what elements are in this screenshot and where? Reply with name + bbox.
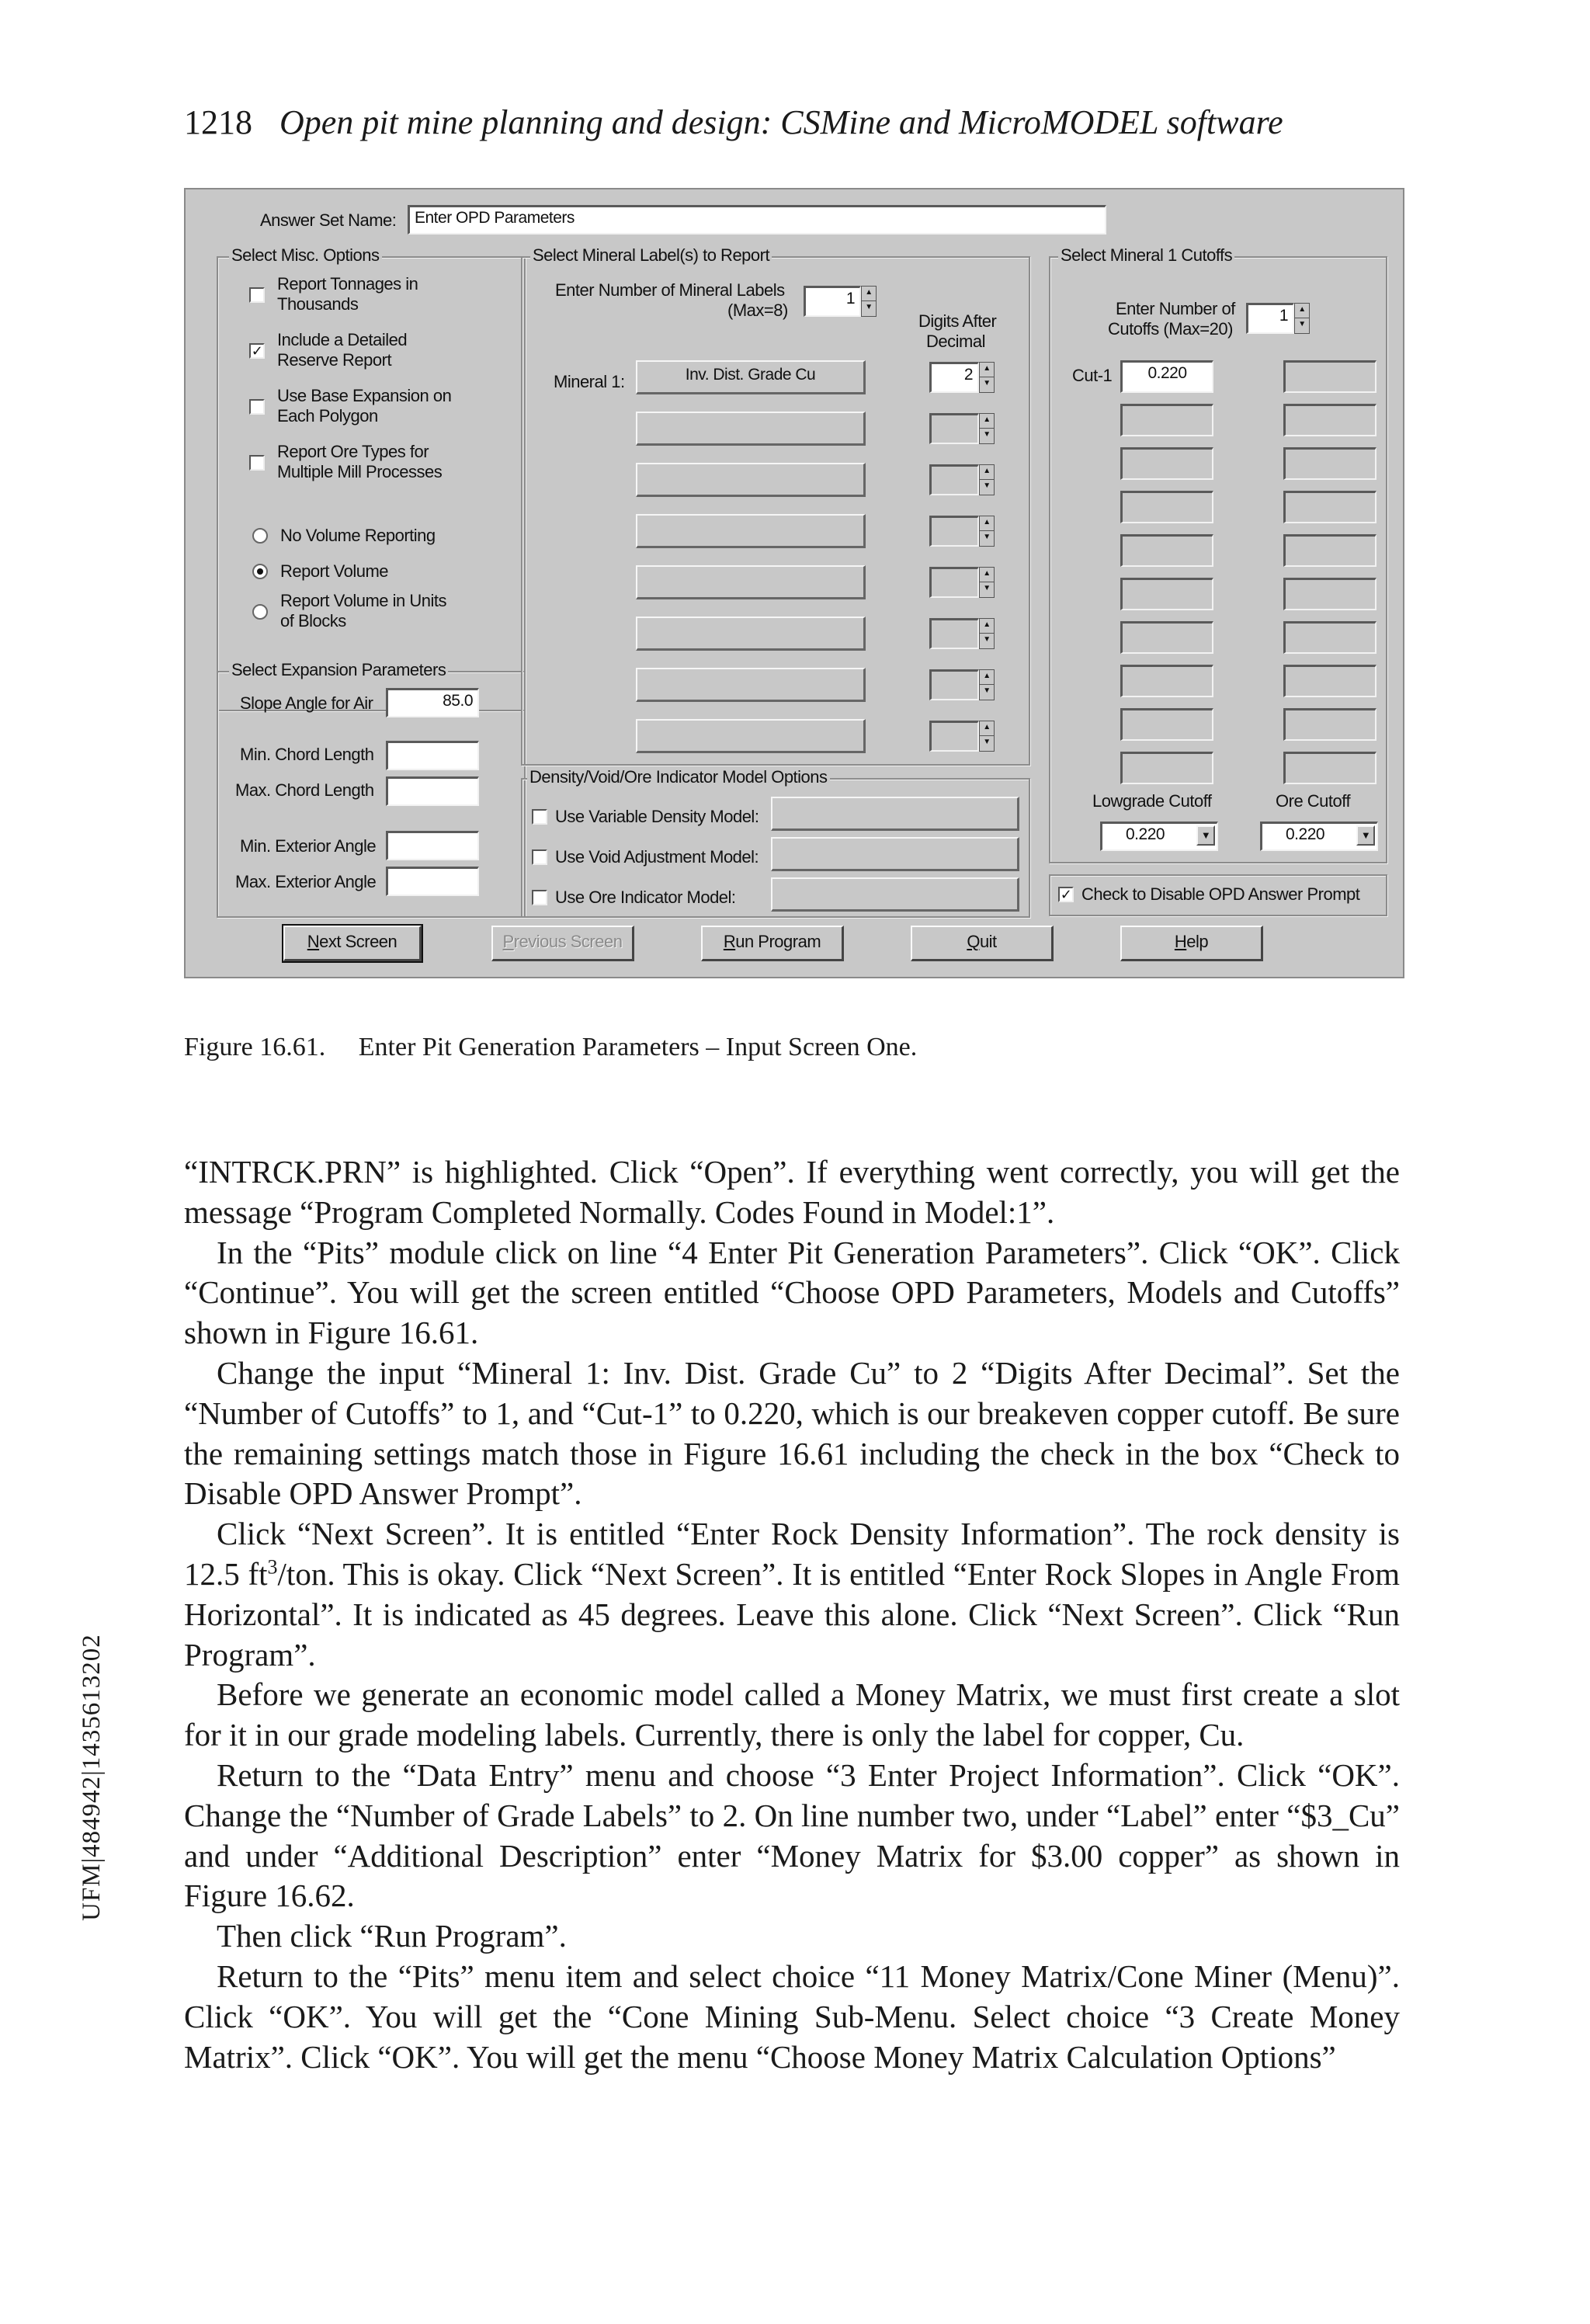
- max-exterior-input[interactable]: [386, 867, 479, 896]
- mineral-2-digits-spinner[interactable]: ▲ ▼: [979, 413, 995, 444]
- paragraph-7: Then click “Run Program”.: [217, 1918, 567, 1954]
- num-cutoffs-label-2: Cutoffs (Max=20): [1108, 319, 1233, 339]
- slope-angle-label: Slope Angle for Air: [240, 693, 373, 713]
- mineral-labels-title: Select Mineral Label(s) to Report: [530, 247, 772, 264]
- detailed-reserve-label-1: Include a Detailed: [277, 330, 408, 349]
- ore-indicator-select[interactable]: [771, 877, 1019, 912]
- cut-20-input[interactable]: [1283, 752, 1376, 784]
- disable-prompt-label: Check to Disable OPD Answer Prompt: [1081, 884, 1360, 904]
- mineral-3-digits-spinner[interactable]: ▲ ▼: [979, 464, 995, 495]
- mineral-5-digits-input[interactable]: [929, 567, 979, 598]
- mineral-8-digits-spinner[interactable]: ▲ ▼: [979, 721, 995, 752]
- density-options-title: Density/Void/Ore Indicator Model Options: [527, 769, 830, 786]
- answer-set-input[interactable]: Enter OPD Parameters: [408, 205, 1106, 234]
- lowgrade-cutoff-dropdown[interactable]: [1100, 822, 1218, 851]
- mineral-2-digits-input[interactable]: [929, 413, 979, 444]
- cut-16-input[interactable]: [1283, 578, 1376, 610]
- num-mineral-labels-spinner[interactable]: ▲ ▼: [861, 286, 877, 317]
- mineral-6-select[interactable]: [636, 617, 866, 651]
- min-exterior-label: Min. Exterior Angle: [240, 836, 377, 856]
- num-cutoffs-input[interactable]: 1: [1246, 303, 1294, 334]
- volume-blocks-label-1: Report Volume in Units: [280, 591, 446, 610]
- max-chord-label: Max. Chord Length: [235, 780, 374, 800]
- cut-9-input[interactable]: [1120, 708, 1213, 741]
- cut-6-input[interactable]: [1120, 578, 1213, 610]
- report-tonnages-checkbox[interactable]: [249, 287, 265, 303]
- mineral-4-digits-spinner[interactable]: ▲ ▼: [979, 516, 995, 547]
- detailed-reserve-label-2: Reserve Report: [277, 350, 392, 370]
- quit-button[interactable]: Quit: [911, 926, 1054, 961]
- min-chord-label: Min. Chord Length: [240, 745, 374, 764]
- mineral-1-label: Mineral 1:: [554, 372, 625, 391]
- cutoffs-title: Select Mineral 1 Cutoffs: [1058, 247, 1234, 264]
- report-volume-radio[interactable]: [252, 564, 268, 579]
- max-exterior-label: Max. Exterior Angle: [235, 872, 377, 891]
- cut-2-input[interactable]: [1120, 404, 1213, 436]
- cut-15-input[interactable]: [1283, 534, 1376, 567]
- report-volume-label: Report Volume: [280, 561, 389, 581]
- cut-18-input[interactable]: [1283, 665, 1376, 697]
- variable-density-checkbox[interactable]: [532, 809, 547, 825]
- cut-14-input[interactable]: [1283, 491, 1376, 523]
- run-program-button[interactable]: Run Program: [701, 926, 844, 961]
- cut-10-input[interactable]: [1120, 752, 1213, 784]
- mineral-5-digits-spinner[interactable]: ▲ ▼: [979, 567, 995, 598]
- help-button[interactable]: Help: [1120, 926, 1263, 961]
- paragraph-4: Click “Next Screen”. It is entitled “Enter Rock Density Information”. The rock density is 12.5 $ft^3$/ton. This is okay. Click “Next Screen”. It is entitled “Enter Rock Slopes in Angle From Horizontal”. It is indicated as 45 degrees. Leave this alone. Click “Next Screen”. Click “Run Program”.: [184, 1516, 1400, 1673]
- void-adjustment-label: Use Void Adjustment Model:: [555, 847, 759, 867]
- cut-5-input[interactable]: [1120, 534, 1213, 567]
- answer-set-label: Answer Set Name:: [260, 210, 397, 230]
- opd-parameters-dialog: [184, 188, 1404, 978]
- volume-blocks-radio[interactable]: [252, 604, 268, 620]
- cut-12-input[interactable]: [1283, 404, 1376, 436]
- num-mineral-labels-input[interactable]: 1: [804, 286, 861, 317]
- chevron-down-icon: ▼: [1356, 825, 1375, 846]
- base-expansion-label-2: Each Polygon: [277, 406, 378, 426]
- mineral-1-select[interactable]: Inv. Dist. Grade Cu: [636, 360, 866, 394]
- cut-7-input[interactable]: [1120, 621, 1213, 654]
- base-expansion-label-1: Use Base Expansion on: [277, 386, 452, 405]
- cut-1-input[interactable]: 0.220: [1120, 360, 1213, 393]
- num-mineral-labels-label-2: (Max=8): [727, 300, 788, 320]
- mineral-6-digits-spinner[interactable]: ▲ ▼: [979, 618, 995, 649]
- cut-13-input[interactable]: [1283, 447, 1376, 480]
- cut-17-input[interactable]: [1283, 621, 1376, 654]
- slope-angle-input[interactable]: 85.0: [386, 688, 479, 717]
- cut-1-label: Cut-1: [1072, 366, 1113, 385]
- void-adjustment-select[interactable]: [771, 837, 1019, 871]
- paragraph-1: “INTRCK.PRN” is highlighted. Click “Open”. If everything went correctly, you will get the message “Program Completed Normally. Codes Found in Model:1”.: [184, 1154, 1400, 1230]
- mineral-8-select[interactable]: [636, 719, 866, 753]
- cut-3-input[interactable]: [1120, 447, 1213, 480]
- no-volume-radio[interactable]: [252, 528, 268, 544]
- cut-19-input[interactable]: [1283, 708, 1376, 741]
- cut-11-input[interactable]: [1283, 360, 1376, 393]
- ore-indicator-checkbox[interactable]: [532, 890, 547, 905]
- misc-options-title: Select Misc. Options: [229, 247, 382, 264]
- mineral-5-select[interactable]: [636, 565, 866, 599]
- running-title: Open pit mine planning and design: CSMine and MicroMODEL software: [279, 103, 1283, 141]
- mineral-7-select[interactable]: [636, 668, 866, 702]
- report-tonnages-label-2: Thousands: [277, 294, 359, 314]
- figure-caption: [184, 1033, 917, 1062]
- figure-number: Figure 16.61.: [184, 1033, 326, 1061]
- cut-8-input[interactable]: [1120, 665, 1213, 697]
- body-text: [184, 1152, 1400, 2077]
- paragraph-2: In the “Pits” module click on line “4 Enter Pit Generation Parameters”. Click “OK”. Click “Continue”. You will get the screen entitled “Choose OPD Parameters, Models and Cutoffs” shown in Figure 16.61.: [184, 1234, 1400, 1351]
- mineral-1-digits-spinner[interactable]: ▲ ▼: [979, 362, 995, 393]
- num-cutoffs-label-1: Enter Number of: [1116, 299, 1235, 318]
- mineral-1-digits-input[interactable]: 2: [929, 362, 979, 393]
- variable-density-select[interactable]: [771, 797, 1019, 831]
- digits-after-label-2: Decimal: [926, 332, 985, 351]
- min-chord-input[interactable]: [386, 741, 479, 770]
- page-number: 1218: [184, 103, 252, 141]
- disable-prompt-checkbox[interactable]: ✓: [1058, 887, 1074, 902]
- report-tonnages-label-1: Report Tonnages in: [277, 274, 418, 294]
- mineral-4-digits-input[interactable]: [929, 516, 979, 547]
- ore-indicator-label: Use Ore Indicator Model:: [555, 888, 736, 907]
- misc-options-group: [217, 256, 526, 711]
- chevron-down-icon: ▼: [1196, 825, 1215, 846]
- num-cutoffs-spinner[interactable]: ▲ ▼: [1294, 303, 1310, 334]
- side-identifier: UFM|484942|1435613202: [78, 1634, 106, 1921]
- mineral-7-digits-spinner[interactable]: ▲ ▼: [979, 669, 995, 700]
- paragraph-3: Change the input “Mineral 1: Inv. Dist. Grade Cu” to 2 “Digits After Decimal”. Set the “Number of Cutoffs” to 1, and “Cut-1” to 0.220, which is our breakeven copper cutoff. Be sure the remaining settings match those in Figure 16.61 including the check in the box “Check to Disable OPD Answer Prompt”.: [184, 1354, 1400, 1512]
- void-adjustment-checkbox[interactable]: [532, 849, 547, 865]
- lowgrade-cutoff-value: 0.220: [1126, 825, 1165, 843]
- mineral-4-select[interactable]: [636, 514, 866, 548]
- ore-types-label-2: Multiple Mill Processes: [277, 462, 443, 481]
- ore-cutoff-dropdown[interactable]: [1260, 822, 1378, 851]
- min-exterior-input[interactable]: [386, 831, 479, 860]
- previous-screen-button[interactable]: Previous Screen: [491, 926, 634, 961]
- mineral-7-digits-input[interactable]: [929, 669, 979, 700]
- mineral-6-digits-input[interactable]: [929, 618, 979, 649]
- no-volume-label: No Volume Reporting: [280, 526, 436, 545]
- variable-density-label: Use Variable Density Model:: [555, 807, 759, 826]
- paragraph-5: Before we generate an economic model called a Money Matrix, we must first create a slot for it in our grade modeling labels. Currently, there is only the label for copper, Cu.: [184, 1676, 1400, 1753]
- figure-caption-text: Enter Pit Generation Parameters – Input Screen One.: [358, 1033, 918, 1061]
- expansion-title: Select Expansion Parameters: [229, 662, 448, 679]
- volume-blocks-label-2: of Blocks: [280, 611, 346, 631]
- base-expansion-checkbox[interactable]: [249, 399, 265, 415]
- max-chord-input[interactable]: [386, 776, 479, 806]
- mineral-3-select[interactable]: [636, 463, 866, 497]
- cut-4-input[interactable]: [1120, 491, 1213, 523]
- running-header: [184, 102, 1283, 142]
- num-mineral-labels-label-1: Enter Number of Mineral Labels: [555, 280, 785, 300]
- mineral-3-digits-input[interactable]: [929, 464, 979, 495]
- ore-cutoff-value: 0.220: [1286, 825, 1325, 843]
- mineral-8-digits-input[interactable]: [929, 721, 979, 752]
- lowgrade-cutoff-label: Lowgrade Cutoff: [1092, 791, 1212, 811]
- ore-types-label-1: Report Ore Types for: [277, 442, 429, 461]
- paragraph-8: Return to the “Pits” menu item and select choice “11 Money Matrix/Cone Miner (Menu)”. Click “OK”. You will get the “Cone Mining Sub-Menu. Select choice “3 Create Money Matrix”. Click “OK”. You will get the menu “Choose Money Matrix Calculation Options”: [184, 1958, 1400, 2075]
- next-screen-button[interactable]: Next Screen: [283, 926, 422, 961]
- detailed-reserve-checkbox[interactable]: ✓: [249, 343, 265, 359]
- mineral-2-select[interactable]: [636, 412, 866, 446]
- digits-after-label-1: Digits After: [918, 311, 997, 331]
- ore-types-checkbox[interactable]: [249, 455, 265, 471]
- ore-cutoff-label: Ore Cutoff: [1276, 791, 1351, 811]
- paragraph-6: Return to the “Data Entry” menu and choose “3 Enter Project Information”. Click “OK”. Change the “Number of Grade Labels” to 2. On line number two, under “Label” enter “$3_Cu” and under “Additional Description” enter “Money Matrix for $3.00 copper” as shown in Figure 16.62.: [184, 1756, 1400, 1914]
